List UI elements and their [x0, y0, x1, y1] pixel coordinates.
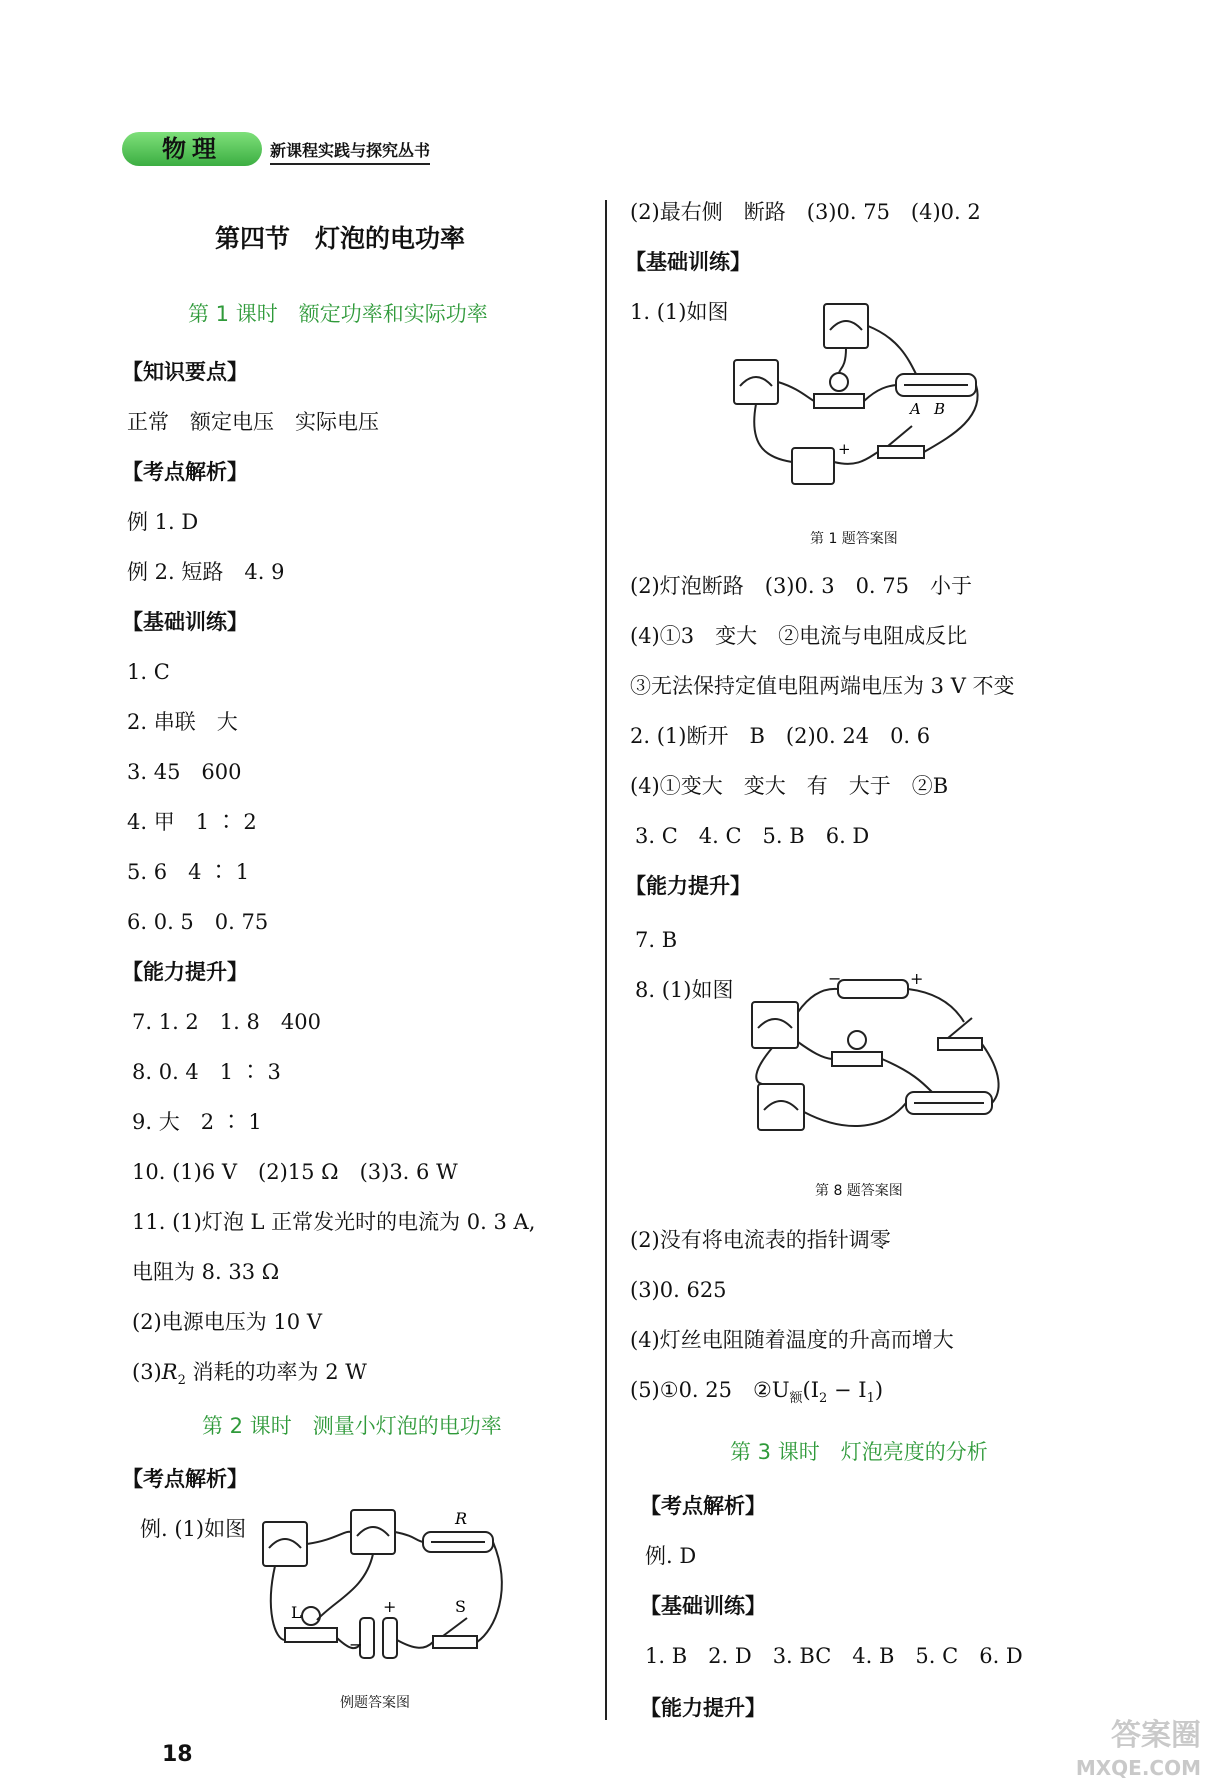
wire-2: [908, 989, 964, 1022]
q8e-sub3: 1: [866, 1391, 875, 1407]
ammeter-dial: [758, 1019, 792, 1028]
watermark: [1076, 1720, 1201, 1784]
answer-11d: [132, 1358, 367, 1395]
label-l: L: [291, 1603, 302, 1622]
right-q3-6: 3. C 4. C 5. B 6. D: [635, 824, 870, 848]
wire-5: [477, 1542, 502, 1642]
voltmeter-box: [351, 1510, 395, 1554]
bulb: [848, 1031, 866, 1049]
right-q1b: (2)灯泡断路 (3)0. 3 0. 75 小于: [630, 574, 972, 598]
right-q1-6: 1. B 2. D 3. BC 4. B 5. C 6. D: [645, 1644, 1023, 1668]
example-1: 例 1. D: [127, 510, 199, 534]
label-minus: −: [349, 1635, 363, 1654]
ammeter-box: [734, 360, 778, 404]
wire-1: [271, 1566, 285, 1640]
label-plus: +: [910, 972, 924, 988]
wire-7: [397, 1640, 433, 1648]
watermark-line2: MXQE.COM: [1075, 1756, 1201, 1780]
section-title: 第四节 灯泡的电功率: [215, 224, 466, 253]
lesson1-title: 第 1 课时 额定功率和实际功率: [188, 302, 488, 326]
bulb: [830, 373, 848, 391]
voltmeter-box: [758, 1084, 804, 1130]
answer-11c: (2)电源电压为 10 V: [132, 1310, 322, 1334]
bulb: [302, 1607, 320, 1625]
ammeter-dial: [269, 1539, 301, 1548]
answer-9: 9. 大 2 ∶ 1: [132, 1110, 262, 1134]
knowledge-heading: 【知识要点】: [122, 360, 248, 384]
voltmeter-dial: [830, 321, 862, 330]
question8-circuit-figure: [742, 972, 1012, 1152]
switch-base: [433, 1636, 477, 1648]
wire-7: [804, 1103, 906, 1126]
answer-3: 3. 45 600: [127, 760, 242, 784]
voltmeter-box: [824, 304, 868, 348]
voltmeter-dial: [764, 1101, 798, 1110]
wire-3: [798, 1042, 832, 1059]
right-analysis-heading: 【考点解析】: [640, 1494, 766, 1518]
q8e-mid2: − I: [827, 1378, 867, 1402]
answer-2: 2. 串联 大: [127, 710, 238, 734]
answer-6: 6. 0. 5 0. 75: [127, 910, 269, 934]
switch-lever: [948, 1018, 972, 1038]
knowledge-answer: 正常 额定电压 实际电压: [127, 410, 379, 434]
right-basic-heading: 【基础训练】: [625, 250, 751, 274]
voltmeter-dial: [357, 1527, 389, 1536]
wire-2: [778, 382, 814, 401]
switch-base: [878, 446, 924, 458]
example-2: 例 2. 短路 4. 9: [127, 560, 285, 584]
analysis2-heading: 【考点解析】: [122, 1467, 248, 1491]
label-plus: +: [838, 440, 851, 458]
q8e-mid: (I: [802, 1378, 820, 1402]
right-q1d: ③无法保持定值电阻两端电压为 3 V 不变: [630, 674, 1015, 698]
right-ability-heading: 【能力提升】: [625, 874, 751, 898]
ammeter-box: [752, 1002, 798, 1048]
wire-1: [798, 989, 838, 1012]
wire-4: [754, 404, 792, 462]
right-ability2-heading: 【能力提升】: [640, 1696, 766, 1720]
right-q8c: (3)0. 625: [630, 1278, 727, 1302]
lesson2-title: 第 2 课时 测量小灯泡的电功率: [202, 1414, 502, 1438]
answer-1: 1. C: [127, 660, 170, 684]
label-b: B: [934, 400, 946, 418]
answer-11d-post: 消耗的功率为 2 W: [185, 1360, 367, 1384]
wire-6: [756, 1048, 772, 1084]
q8e-sub2: 2: [819, 1391, 828, 1407]
series-title: 新课程实践与探究丛书: [270, 138, 430, 165]
wire-3: [395, 1532, 423, 1542]
q8e-post: ): [874, 1378, 884, 1402]
example-circuit-figure: [255, 1500, 515, 1670]
battery: [792, 448, 834, 484]
example-figure-caption: 例题答案图: [340, 1695, 410, 1711]
label-s: S: [455, 1597, 466, 1616]
wire-3: [864, 385, 896, 401]
wire-7: [868, 326, 916, 374]
switch-lever: [443, 1618, 467, 1636]
answer-11b: 电阻为 8. 33 Ω: [132, 1260, 280, 1284]
bulb-base: [814, 394, 864, 408]
right-q1c: (4)①3 变大 ②电流与电阻成反比: [630, 624, 968, 648]
battery: [838, 980, 908, 998]
right-first-line: (2)最右侧 断路 (3)0. 75 (4)0. 2: [630, 200, 981, 224]
question1-figure-caption: 第 1 题答案图: [810, 531, 898, 547]
right-q1-figure-label: 1. (1)如图: [630, 300, 729, 324]
wire-2: [307, 1532, 351, 1544]
wire-4: [882, 1059, 932, 1092]
answer-7: 7. 1. 2 1. 8 400: [132, 1010, 321, 1034]
answer-11d-var: R: [161, 1360, 178, 1384]
answer-11d-sub: 2: [177, 1373, 186, 1389]
q8e-pre: (5)①0. 25 ②U: [630, 1378, 790, 1402]
ability-heading: 【能力提升】: [122, 960, 248, 984]
page-number: 18: [162, 1742, 193, 1767]
right-q7: 7. B: [635, 928, 678, 952]
question8-figure-caption: 第 8 题答案图: [815, 1183, 903, 1199]
ammeter-dial: [740, 377, 772, 386]
column-divider: [605, 200, 607, 1720]
right-q2a: 2. (1)断开 B (2)0. 24 0. 6: [630, 724, 931, 748]
answer-11d-pre: (3): [132, 1360, 162, 1384]
q8e-sub: 额: [789, 1391, 803, 1407]
right-q8b: (2)没有将电流表的指针调零: [630, 1228, 891, 1252]
right-q2b: (4)①变大 变大 有 大于 ②B: [630, 774, 949, 798]
label-plus: +: [383, 1597, 397, 1616]
wire-1: [839, 348, 846, 373]
bulb-base: [832, 1052, 882, 1066]
watermark-line1: 答案圈: [1111, 1718, 1201, 1753]
answer-4: 4. 甲 1 ∶ 2: [127, 810, 257, 834]
bulb-base: [285, 1628, 337, 1642]
wire-4: [317, 1554, 373, 1620]
answer-10: 10. (1)6 V (2)15 Ω (3)3. 6 W: [132, 1160, 458, 1184]
label-minus: −: [828, 972, 842, 988]
lesson3-title: 第 3 课时 灯泡亮度的分析: [730, 1440, 988, 1464]
subject-badge: 物理: [122, 132, 262, 166]
label-r: R: [455, 1509, 468, 1528]
switch-lever: [888, 426, 912, 446]
battery-2: [383, 1618, 397, 1658]
analysis-heading: 【考点解析】: [122, 460, 248, 484]
example-figure-label: 例. (1)如图: [140, 1517, 247, 1541]
answer-5: 5. 6 4 ∶ 1: [127, 860, 250, 884]
label-a: A: [910, 400, 921, 418]
question1-circuit-figure: [728, 298, 988, 493]
answer-11a: 11. (1)灯泡 L 正常发光时的电流为 0. 3 A,: [132, 1210, 536, 1234]
right-q8-figure-label: 8. (1)如图: [635, 978, 734, 1002]
page-header: [122, 132, 452, 166]
switch-base: [938, 1038, 982, 1050]
ammeter-box: [263, 1522, 307, 1566]
basic-heading: 【基础训练】: [122, 610, 248, 634]
right-q8d: (4)灯丝电阻随着温度的升高而增大: [630, 1328, 954, 1352]
right-example: 例. D: [645, 1544, 697, 1568]
answer-8: 8. 0. 4 1 ∶ 3: [132, 1060, 281, 1084]
right-basic2-heading: 【基础训练】: [640, 1594, 766, 1618]
right-q8e: [630, 1376, 883, 1413]
